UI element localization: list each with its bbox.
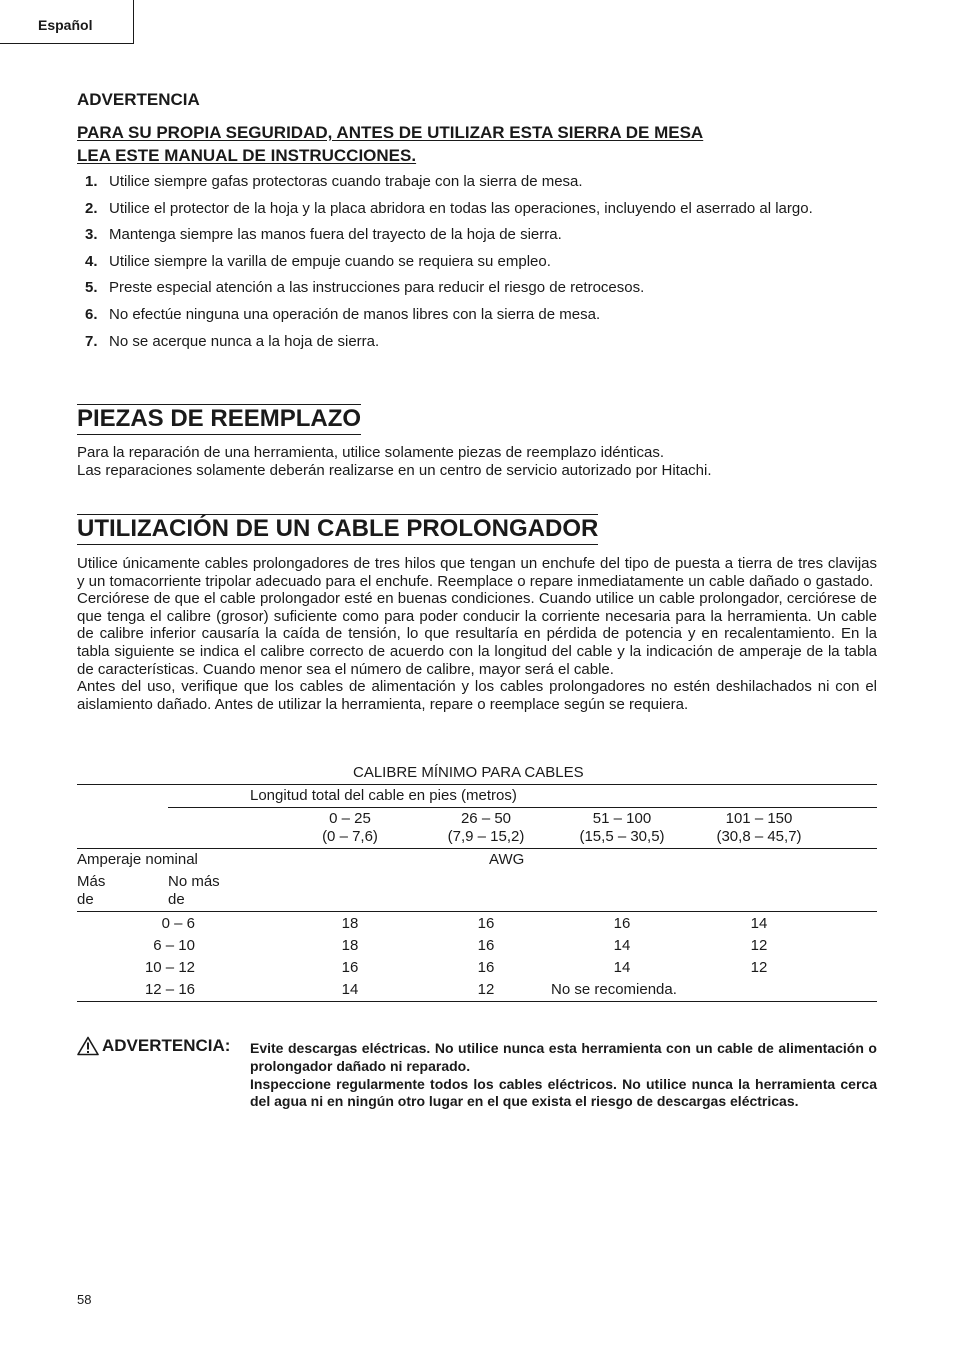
replacement-parts-text [77,444,877,479]
table-cell: 16 [613,915,631,932]
table-cell: 12 [477,981,495,998]
table-divider [168,807,877,808]
language-tab [0,0,134,44]
table-cell: 12 [750,937,768,954]
table-row-amps: 12 – 16 [144,981,195,998]
table-cell: 18 [341,915,359,932]
list-item: 3. Mantenga siempre las manos fuera del trayecto de la hoja de sierra. [85,226,562,244]
paragraph: Inspeccione regularmente todos los cables eléctricos. No utilice nunca la herramienta cerca del agua ni en ningún otro lugar en el que exista el riesgo de descargas eléctricas. [250,1075,877,1110]
column-header-metric: (15,5 – 30,5) [579,828,665,845]
column-header-metric: (30,8 – 45,7) [716,828,802,845]
table-divider [77,784,877,785]
column-header: 101 – 150 [725,810,793,827]
language-tab-label: Español [38,17,93,33]
paragraph: Las reparaciones solamente deberán realizarse en un centro de servicio autorizado por Hitachi. [77,461,712,479]
column-header: 51 – 100 [592,810,652,827]
not-more-than-label: de [168,891,185,908]
paragraph: Para la reparación de una herramienta, utilice solamente piezas de reemplazo idénticas. [77,444,664,461]
table-row-amps: 10 – 12 [144,959,195,976]
amperage-label: Amperaje nominal [77,851,198,868]
paragraph: Antes del uso, verifique que los cables de alimentación y los cables prolongadores no estén deshilachados ni con el aislamiento dañado. Antes de utilizar la herramienta, repare o reemplace según se requiera. [77,678,877,713]
electric-warning-text [250,1040,877,1111]
table-divider [77,848,877,849]
more-than-label: Más [77,873,106,890]
warning-title: ADVERTENCIA [77,90,200,109]
page-number: 58 [77,1292,92,1307]
column-header-metric: (0 – 7,6) [322,828,378,845]
safety-rules-list [77,173,877,359]
list-item: 4. Utilice siempre la varilla de empuje cuando se requiera su empleo. [85,252,551,270]
paragraph: Utilice únicamente cables prolongadores de tres hilos que tengan un enchufe del tipo de puesta a tierra de tres clavijas y un tomacorriente tripolar adecuado para el enchufe. Reemplace o repare inmediatamente un cable dañado o gastado. [77,555,877,590]
paragraph: Cerciórese de que el cable prolongador esté en buenas condiciones. Cuando utilice un cable prolongador, cerciórese de que tenga el calibre (grosor) suficiente como para poder conducir la corriente necesaria para la herramienta. Un cable de calibre inferior causaría la caída de tensión, lo que resultaría en pérdida de potencia y en recalentamiento. En la tabla siguiente se indica el calibre correcto de acuerdo con la longitud del cable y la indicación de amperaje de la tabla de características. Cuando menor sea el número de calibre, mayor será el cable. [77,590,877,678]
warning-triangle-icon [77,1036,99,1056]
table-divider [77,1001,877,1002]
list-item: 7. No se acerque nunca a la hoja de sierra. [85,332,380,350]
table-cell: 14 [341,981,359,998]
not-more-than-label: No más [168,873,220,890]
list-item: 6. No efectúe ninguna una operación de manos libres con la sierra de mesa. [85,305,601,323]
table-cell: 16 [341,959,359,976]
column-header: 26 – 50 [460,810,512,827]
warning-heading-line1: PARA SU PROPIA SEGURIDAD, ANTES DE UTILIZAR ESTA SIERRA DE MESA [77,123,704,142]
warning-heading-line2: LEA ESTE MANUAL DE INSTRUCCIONES. [77,146,417,165]
table-row-amps: 0 – 6 [161,915,195,932]
table-cell: 16 [477,915,495,932]
more-than-label: de [77,891,94,908]
replacement-parts-heading: PIEZAS DE REEMPLAZO [77,404,361,435]
table-cell: 12 [750,959,768,976]
table-cell: 16 [477,959,495,976]
warning-heading [77,121,877,167]
column-header: 0 – 25 [329,810,371,827]
awg-label: AWG [489,851,525,868]
table-row-amps: 6 – 10 [153,937,195,954]
not-recommended-note: No se recomienda. [551,981,677,998]
table-cell: 18 [341,937,359,954]
list-item: 2. Utilice el protector de la hoja y la placa abridora en todas las operaciones, incluyendo el aserrado al largo. [85,199,813,217]
paragraph: Evite descargas eléctricas. No utilice nunca esta herramienta con un cable de alimentación o prolongador dañado ni reparado. [250,1040,877,1074]
table-cell: 14 [750,915,768,932]
table-cell: 14 [613,937,631,954]
extension-cord-text [77,555,877,713]
list-item: 5. Preste especial atención a las instrucciones para reducir el riesgo de retrocesos. [85,279,645,297]
table-caption: CALIBRE MÍNIMO PARA CABLES [353,764,584,781]
length-header: Longitud total del cable en pies (metros) [250,787,517,804]
gauge-table [77,764,877,1004]
electric-warning-label: ADVERTENCIA: [77,1036,230,1056]
list-item: 1. Utilice siempre gafas protectoras cuando trabaje con la sierra de mesa. [85,173,583,190]
table-cell: 16 [477,937,495,954]
table-cell: 14 [613,959,631,976]
extension-cord-heading: UTILIZACIÓN DE UN CABLE PROLONGADOR [77,514,598,545]
column-header-metric: (7,9 – 15,2) [447,828,525,845]
table-divider [77,911,877,912]
